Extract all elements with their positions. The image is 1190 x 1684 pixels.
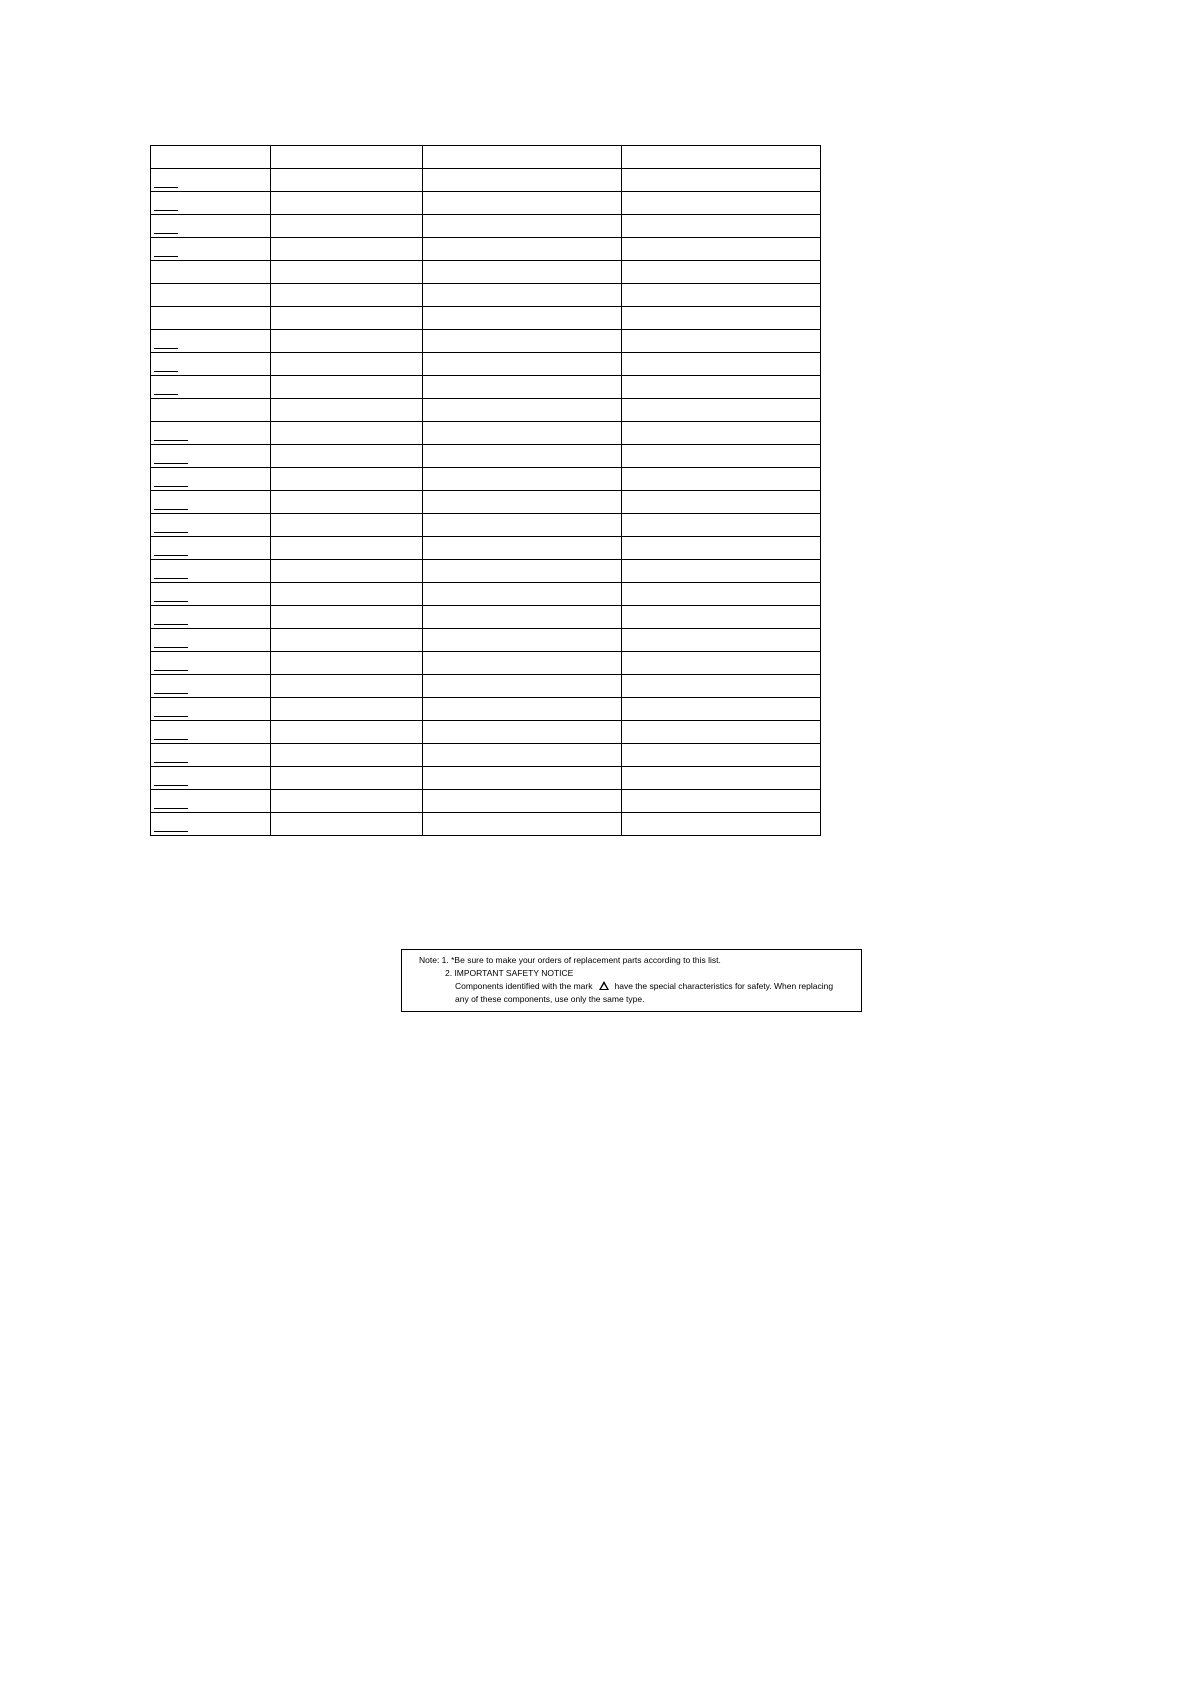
table-row bbox=[151, 261, 821, 284]
reference-underline-mark bbox=[154, 486, 188, 487]
reference-underline-mark bbox=[154, 578, 188, 579]
table-cell bbox=[423, 606, 622, 629]
table-cell bbox=[423, 445, 622, 468]
reference-underline-mark bbox=[154, 187, 178, 188]
table-cell bbox=[151, 468, 271, 491]
table-cell bbox=[423, 353, 622, 376]
table-cell bbox=[151, 721, 271, 744]
table-cell bbox=[151, 767, 271, 790]
table-cell bbox=[622, 284, 821, 307]
table-cell bbox=[622, 790, 821, 813]
table-cell bbox=[622, 813, 821, 836]
table-row bbox=[151, 330, 821, 353]
table-cell bbox=[423, 192, 622, 215]
table-row bbox=[151, 790, 821, 813]
table-cell bbox=[622, 146, 821, 169]
note-line-3 bbox=[455, 980, 833, 993]
table-row bbox=[151, 767, 821, 790]
table-cell bbox=[423, 698, 622, 721]
reference-underline-mark bbox=[154, 233, 178, 234]
table-cell bbox=[423, 146, 622, 169]
table-cell bbox=[622, 721, 821, 744]
table-cell bbox=[271, 169, 423, 192]
table-cell bbox=[423, 675, 622, 698]
reference-underline-mark bbox=[154, 440, 188, 441]
reference-underline-mark bbox=[154, 647, 188, 648]
table-cell bbox=[622, 560, 821, 583]
table-cell bbox=[271, 675, 423, 698]
table-cell bbox=[271, 652, 423, 675]
table-cell bbox=[151, 514, 271, 537]
table-cell bbox=[271, 146, 423, 169]
table-cell bbox=[423, 468, 622, 491]
reference-underline-mark bbox=[154, 762, 188, 763]
table-cell bbox=[271, 721, 423, 744]
table-cell bbox=[622, 767, 821, 790]
table-cell bbox=[622, 169, 821, 192]
table-row bbox=[151, 422, 821, 445]
reference-underline-mark bbox=[154, 509, 188, 510]
table-cell bbox=[423, 491, 622, 514]
table-cell bbox=[151, 215, 271, 238]
table-cell bbox=[271, 744, 423, 767]
table-cell bbox=[151, 422, 271, 445]
table-cell bbox=[423, 514, 622, 537]
table-cell bbox=[151, 192, 271, 215]
parts-table-body bbox=[151, 146, 821, 836]
parts-list-table bbox=[150, 145, 821, 836]
note-line-1: Note: 1. *Be sure to make your orders of replacement parts according to this list. bbox=[419, 955, 721, 965]
table-cell bbox=[423, 560, 622, 583]
table-cell bbox=[271, 537, 423, 560]
reference-underline-mark bbox=[154, 463, 188, 464]
table-row bbox=[151, 445, 821, 468]
table-cell bbox=[622, 514, 821, 537]
table-cell bbox=[622, 238, 821, 261]
table-row bbox=[151, 698, 821, 721]
table-cell bbox=[423, 284, 622, 307]
reference-underline-mark bbox=[154, 624, 188, 625]
table-cell bbox=[622, 445, 821, 468]
table-cell bbox=[151, 445, 271, 468]
table-row bbox=[151, 744, 821, 767]
table-row bbox=[151, 192, 821, 215]
reference-underline-mark bbox=[154, 716, 188, 717]
table-cell bbox=[423, 169, 622, 192]
table-cell bbox=[423, 307, 622, 330]
table-cell bbox=[271, 606, 423, 629]
table-row bbox=[151, 583, 821, 606]
table-cell bbox=[271, 192, 423, 215]
table-row bbox=[151, 675, 821, 698]
table-cell bbox=[423, 767, 622, 790]
table-cell bbox=[151, 652, 271, 675]
table-cell bbox=[271, 583, 423, 606]
table-cell bbox=[151, 560, 271, 583]
table-cell bbox=[423, 790, 622, 813]
table-row bbox=[151, 376, 821, 399]
table-cell bbox=[151, 698, 271, 721]
table-cell bbox=[423, 261, 622, 284]
table-row bbox=[151, 307, 821, 330]
table-row bbox=[151, 813, 821, 836]
reference-underline-mark bbox=[154, 394, 178, 395]
table-cell bbox=[622, 675, 821, 698]
table-row bbox=[151, 399, 821, 422]
note-line-3-after: have the special characteristics for safety. When replacing bbox=[614, 981, 834, 991]
table-cell bbox=[423, 330, 622, 353]
table-cell bbox=[271, 514, 423, 537]
table-cell bbox=[151, 238, 271, 261]
table-cell bbox=[423, 238, 622, 261]
table-cell bbox=[271, 698, 423, 721]
table-cell bbox=[622, 606, 821, 629]
reference-underline-mark bbox=[154, 693, 188, 694]
reference-underline-mark bbox=[154, 831, 188, 832]
reference-underline-mark bbox=[154, 555, 188, 556]
table-row bbox=[151, 491, 821, 514]
table-cell bbox=[151, 744, 271, 767]
reference-underline-mark bbox=[154, 532, 188, 533]
reference-underline-mark bbox=[154, 808, 188, 809]
table-cell bbox=[151, 629, 271, 652]
table-cell bbox=[271, 238, 423, 261]
table-cell bbox=[271, 284, 423, 307]
table-row bbox=[151, 629, 821, 652]
table-cell bbox=[271, 790, 423, 813]
table-cell bbox=[271, 376, 423, 399]
reference-underline-mark bbox=[154, 371, 178, 372]
table-cell bbox=[151, 284, 271, 307]
table-cell bbox=[423, 422, 622, 445]
table-row bbox=[151, 353, 821, 376]
table-cell bbox=[622, 422, 821, 445]
table-cell bbox=[622, 353, 821, 376]
table-row bbox=[151, 537, 821, 560]
triangle-outline-icon bbox=[599, 981, 609, 990]
table-cell bbox=[151, 790, 271, 813]
table-row bbox=[151, 215, 821, 238]
note-line-2: 2. IMPORTANT SAFETY NOTICE bbox=[445, 968, 574, 978]
table-cell bbox=[423, 537, 622, 560]
table-cell bbox=[151, 606, 271, 629]
table-cell bbox=[151, 146, 271, 169]
table-cell bbox=[151, 376, 271, 399]
table-cell bbox=[271, 353, 423, 376]
table-row bbox=[151, 721, 821, 744]
table-row bbox=[151, 284, 821, 307]
table-cell bbox=[622, 491, 821, 514]
table-cell bbox=[423, 376, 622, 399]
table-cell bbox=[622, 399, 821, 422]
table-cell bbox=[151, 491, 271, 514]
table-cell bbox=[622, 330, 821, 353]
table-cell bbox=[622, 261, 821, 284]
table-cell bbox=[271, 261, 423, 284]
reference-underline-mark bbox=[154, 670, 188, 671]
table-cell bbox=[423, 721, 622, 744]
table-cell bbox=[622, 215, 821, 238]
table-cell bbox=[151, 583, 271, 606]
note-line-3-before: Components identified with the mark bbox=[455, 981, 593, 991]
table-cell bbox=[151, 399, 271, 422]
table-cell bbox=[622, 652, 821, 675]
table-row bbox=[151, 169, 821, 192]
table-cell bbox=[271, 813, 423, 836]
table-cell bbox=[271, 560, 423, 583]
note-line-4: any of these components, use only the same type. bbox=[455, 994, 645, 1004]
table-row bbox=[151, 560, 821, 583]
table-cell bbox=[423, 399, 622, 422]
table-cell bbox=[423, 629, 622, 652]
table-cell bbox=[271, 307, 423, 330]
table-cell bbox=[151, 675, 271, 698]
table-row bbox=[151, 238, 821, 261]
reference-underline-mark bbox=[154, 256, 178, 257]
table-cell bbox=[622, 698, 821, 721]
table-cell bbox=[423, 744, 622, 767]
table-cell bbox=[271, 422, 423, 445]
table-cell bbox=[151, 537, 271, 560]
table-cell bbox=[151, 813, 271, 836]
table-cell bbox=[622, 192, 821, 215]
table-cell bbox=[622, 468, 821, 491]
table-cell bbox=[622, 307, 821, 330]
table-cell bbox=[423, 652, 622, 675]
table-cell bbox=[622, 583, 821, 606]
table-cell bbox=[151, 261, 271, 284]
reference-underline-mark bbox=[154, 210, 178, 211]
table-cell bbox=[423, 583, 622, 606]
table-row bbox=[151, 652, 821, 675]
reference-underline-mark bbox=[154, 601, 188, 602]
table-cell bbox=[423, 215, 622, 238]
table-cell bbox=[151, 330, 271, 353]
reference-underline-mark bbox=[154, 348, 178, 349]
table-cell bbox=[622, 376, 821, 399]
table-cell bbox=[271, 491, 423, 514]
table-cell bbox=[271, 215, 423, 238]
table-cell bbox=[271, 629, 423, 652]
table-cell bbox=[271, 767, 423, 790]
table-cell bbox=[271, 468, 423, 491]
table-cell bbox=[622, 537, 821, 560]
table-row bbox=[151, 468, 821, 491]
table-cell bbox=[151, 169, 271, 192]
reference-underline-mark bbox=[154, 739, 188, 740]
table-row bbox=[151, 606, 821, 629]
table-cell bbox=[151, 307, 271, 330]
table-cell bbox=[423, 813, 622, 836]
table-cell bbox=[271, 330, 423, 353]
table-row bbox=[151, 146, 821, 169]
table-cell bbox=[622, 744, 821, 767]
table-cell bbox=[151, 353, 271, 376]
reference-underline-mark bbox=[154, 785, 188, 786]
note-box bbox=[401, 949, 862, 1012]
table-cell bbox=[271, 445, 423, 468]
table-cell bbox=[271, 399, 423, 422]
table-row bbox=[151, 514, 821, 537]
table-cell bbox=[622, 629, 821, 652]
